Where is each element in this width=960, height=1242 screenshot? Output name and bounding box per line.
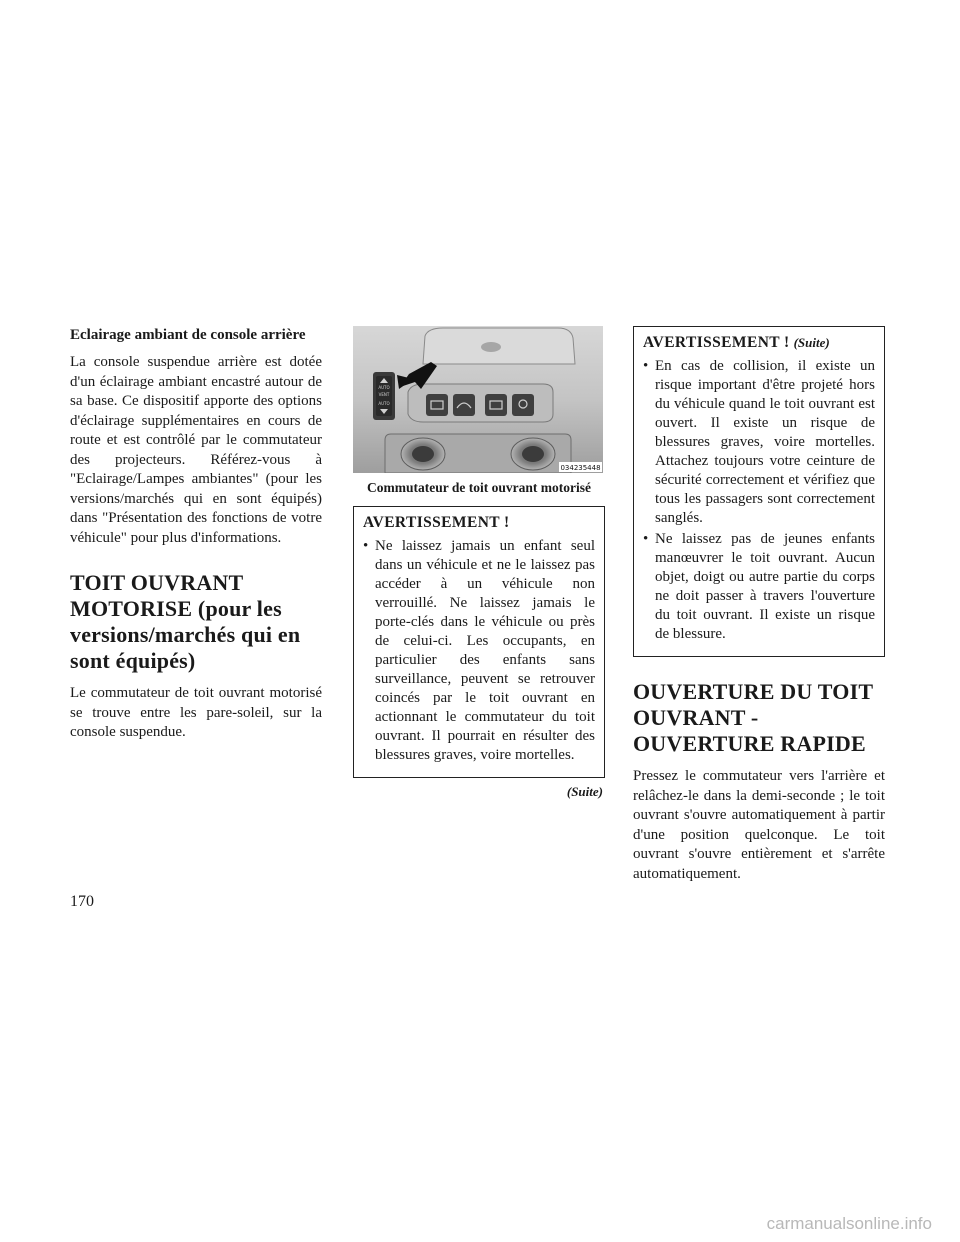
warning-box: [353, 506, 605, 778]
continued-label: (Suite): [566, 784, 603, 799]
warning-title: AVERTISSEMENT !: [363, 514, 510, 531]
figure-code: 034235448: [560, 464, 601, 472]
svg-text:VENT: VENT: [378, 392, 390, 397]
warning-item: • En cas de collision, il existe un risque important d'être projeté hors du véhicule quand le toit ouvrant est ouvert. Il existe un risque de blessures graves, voire mortelles. Attachez toujours votre ceinture de sécurité correctement et vérifiez que tous les passagers sont correctement sanglés.: [643, 357, 875, 528]
svg-text:AUTO: AUTO: [378, 385, 390, 390]
section-heading: OUVERTURE DU TOIT OUVRANT - OUVERTURE RAPIDE: [633, 679, 873, 756]
middle-column: [353, 326, 605, 800]
right-column: [633, 326, 885, 884]
left-column: [70, 326, 322, 743]
sunroof-switch-photo: [353, 326, 603, 473]
body-paragraph: La console suspendue arrière est dotée d'un éclairage ambiant encastré autour de sa base. Ce dispositif apporte des options d'éclairage supplémentaires en cours de route et est contrôlé par le commutateur des projecteurs. Référez-vous à "Eclairage/Lampes ambiantes" (pour les versions/marchés qui en sont équipés) dans "Présentation des fonctions de votre véhicule" pour plus d'informations.: [70, 354, 322, 546]
warning-item: • Ne laissez pas de jeunes enfants manœuvrer le toit ouvrant. Aucun objet, doigt ou autre partie du corps ne doit passer à travers l'ouverture du toit ouvrant. Il existe un risque de blessure.: [643, 530, 875, 644]
warning-title: AVERTISSEMENT ! (Suite): [643, 334, 830, 351]
body-paragraph: Pressez le commutateur vers l'arrière et relâchez-le dans la demi-seconde ; le toit ouvrant s'ouvre automatiquement à partir d'une position quelconque. Le toit ouvrant s'ouvre entièrement et s'arrête automatiquement.: [633, 768, 885, 882]
body-paragraph: Le commutateur de toit ouvrant motorisé se trouve entre les pare-soleil, sur la console suspendue.: [70, 685, 322, 740]
svg-text:AUTO: AUTO: [378, 401, 390, 406]
continued-label: (Suite): [793, 335, 830, 350]
warning-box-continued: [633, 326, 885, 657]
warning-item: • Ne laissez jamais un enfant seul dans un véhicule et ne le laissez pas accéder à un véhicule non verrouillé. Ne laissez jamais le porte-clés dans le véhicule ou près de celui-ci. Les occupants, en particulier des enfants sans surveillance, peuvent se retrouver coincés par le toit ouvrant en actionnant le commutateur du toit ouvrant. Il pourrait en résulter des blessures graves, voire mortelles.: [363, 537, 595, 765]
site-watermark: carmanualsonline.info: [766, 1214, 932, 1233]
sunroof-switch-labels: [378, 385, 390, 406]
overhead-console-illustration: [353, 326, 603, 473]
figure-caption: Commutateur de toit ouvrant motorisé: [367, 480, 591, 495]
page-number: 170: [70, 893, 94, 910]
section-heading: TOIT OUVRANT MOTORISE (pour les versions/marchés qui en sont équipés): [70, 570, 301, 673]
section-subheading: Eclairage ambiant de console arrière: [70, 327, 306, 343]
